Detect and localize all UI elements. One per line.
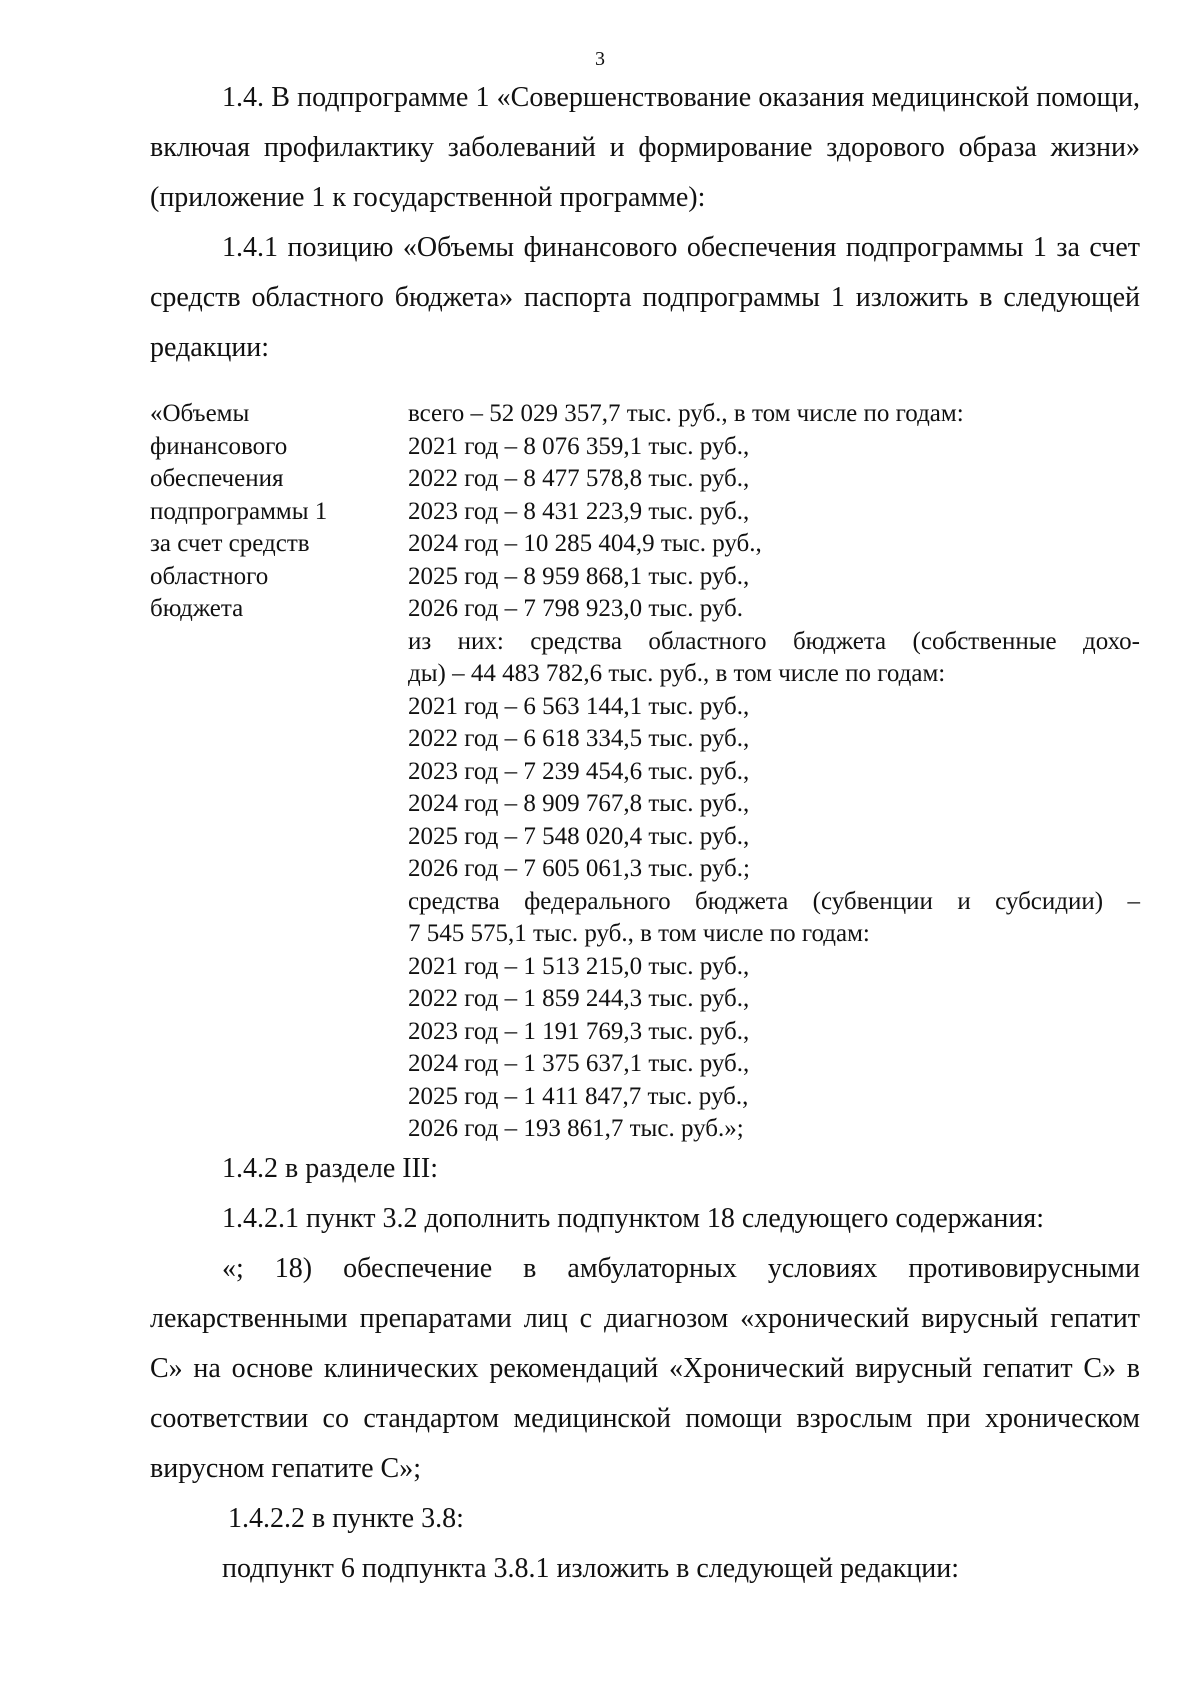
funding-federal-year: 2025 год – 1 411 847,7 тыс. руб., (408, 1082, 749, 1110)
funding-values-column (408, 398, 1140, 1146)
funding-label-line: финансового (150, 432, 288, 460)
funding-label-column (150, 398, 390, 626)
funding-federal-year: 2024 год – 1 375 637,1 тыс. руб., (408, 1050, 750, 1077)
paragraph-1-4: 1.4. В подпрограмме 1 «Совершенствование оказания медицинской помощи, включая профилактику заболеваний и формирование здорового образа жизни» (приложение 1 к государственной программе): (150, 82, 1140, 213)
funding-total-year: 2026 год – 7 798 923,0 тыс. руб. (408, 595, 744, 622)
funding-own-year: 2023 год – 7 239 454,6 тыс. руб., (408, 757, 750, 785)
funding-federal-year: 2026 год – 193 861,7 тыс. руб.»; (408, 1115, 744, 1142)
funding-own-heading: из них: средства областного бюджета (собственные дохо- (408, 627, 1140, 655)
funding-own-year: 2026 год – 7 605 061,3 тыс. руб.; (408, 855, 750, 882)
funding-federal-year: 2021 год – 1 513 215,0 тыс. руб., (408, 952, 750, 980)
page-number: 3 (595, 48, 605, 70)
funding-label-line: «Объемы (150, 400, 250, 427)
funding-label-line: за счет средств (150, 530, 310, 557)
funding-own-year: 2021 год – 6 563 144,1 тыс. руб., (408, 692, 750, 720)
funding-total-year: 2021 год – 8 076 359,1 тыс. руб., (408, 432, 750, 460)
funding-total-year: 2025 год – 8 959 868,1 тыс. руб., (408, 562, 750, 590)
funding-total-year: 2024 год – 10 285 404,9 тыс. руб., (408, 530, 762, 557)
funding-label-line: областного (150, 562, 269, 590)
funding-federal-year: 2023 год – 1 191 769,3 тыс. руб., (408, 1017, 750, 1045)
funding-own-year: 2022 год – 6 618 334,5 тыс. руб., (408, 725, 750, 752)
funding-total: всего – 52 029 357,7 тыс. руб., в том числе по годам: (408, 400, 964, 427)
funding-label-line: бюджета (150, 595, 244, 622)
funding-own-year: 2025 год – 7 548 020,4 тыс. руб., (408, 822, 750, 850)
funding-label-line: подпрограммы 1 (150, 497, 328, 525)
paragraph-1-4-2-1: 1.4.2.1 пункт 3.2 дополнить подпунктом 18 следующего содержания: (222, 1203, 1045, 1234)
funding-federal-heading: 7 545 575,1 тыс. руб., в том числе по годам: (408, 920, 870, 947)
funding-federal-heading: средства федерального бюджета (субвенции и субсидии) – (408, 887, 1140, 915)
paragraph-subitem-6: подпункт 6 подпункта 3.8.1 изложить в следующей редакции: (222, 1553, 960, 1584)
paragraph-1-4-2-2: 1.4.2.2 в пункте 3.8: (228, 1503, 464, 1534)
paragraph-1-4-1: 1.4.1 позицию «Объемы финансового обеспечения подпрограммы 1 за счет средств областного бюджета» паспорта подпрограммы 1 изложить в следующей редакции: (150, 232, 1140, 363)
funding-total-year: 2023 год – 8 431 223,9 тыс. руб., (408, 497, 750, 525)
funding-label-line: обеспечения (150, 465, 284, 492)
paragraph-1-4-2: 1.4.2 в разделе III: (222, 1153, 439, 1184)
paragraph-subitem-18: «; 18) обеспечение в амбулаторных условиях противовирусными лекарственными препаратами лиц с диагнозом «хронический вирусный гепатит С» на основе клинических рекомендаций «Хронический вирусный гепатит С» в соответствии со стандартом медицинской помощи взрослым при хроническом вирусном гепатите С»; (150, 1253, 1140, 1484)
funding-own-heading: ды) – 44 483 782,6 тыс. руб., в том числе по годам: (408, 660, 946, 687)
funding-total-year: 2022 год – 8 477 578,8 тыс. руб., (408, 465, 750, 492)
funding-own-year: 2024 год – 8 909 767,8 тыс. руб., (408, 790, 750, 817)
funding-federal-year: 2022 год – 1 859 244,3 тыс. руб., (408, 985, 750, 1012)
